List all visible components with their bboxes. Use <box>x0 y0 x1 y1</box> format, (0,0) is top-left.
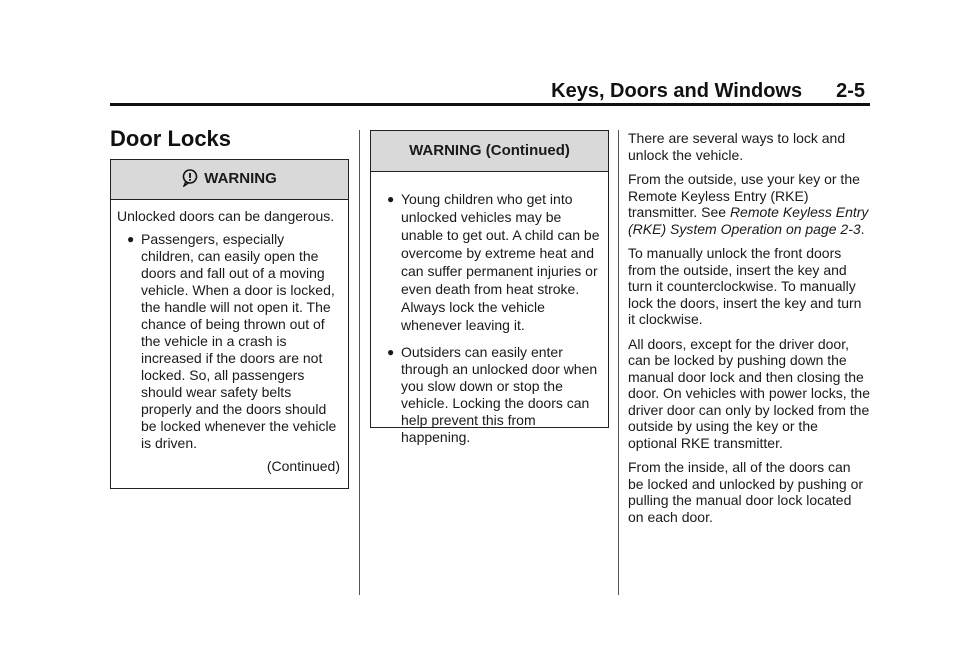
warning-icon <box>182 169 198 191</box>
section-title: Door Locks <box>110 126 232 151</box>
paragraph-text: From the outside, use your key or the Remote Keyless Entry (RKE) transmitter. See <box>628 171 860 220</box>
paragraph-rke <box>628 171 870 237</box>
running-header <box>110 80 865 103</box>
paragraph: All doors, except for the driver door, can be locked by pushing down the manual door lock and then closing the door. On vehicles with power locks, the driver door can only by locked from the outside by using the key or the optional RKE transmitter. <box>628 335 871 451</box>
warning-bullet <box>377 190 600 334</box>
paragraph: From the inside, all of the doors can be locked and unlocked by pushing or pulling the manual door lock located on each door. <box>628 459 864 525</box>
bullet-text: Passengers, especially children, can easily open the doors and fall out of a moving vehicle. When a door is locked, the handle will not open it. The chance of being thrown out of the vehicle in a crash is increased if the doors are not locked. So, all passengers should wear safety belts properly and the doors should be locked whenever the vehicle is driven. <box>141 231 337 451</box>
paragraph-end: . <box>860 220 865 237</box>
column-divider-right <box>618 130 619 595</box>
bullet-icon: ● <box>127 232 135 246</box>
warning-bullet <box>117 231 340 452</box>
bullet-icon: ● <box>387 345 395 359</box>
page-number: 2-5 <box>836 80 865 102</box>
paragraph: To manually unlock the front doors from the outside, insert the key and turn it counterclockwise. To manually lock the doors, insert the key and turn it clockwise. <box>628 245 862 327</box>
warning-bullet <box>377 344 600 446</box>
paragraph: There are several ways to lock and unlock the vehicle. <box>628 130 846 163</box>
column-divider-left <box>359 130 360 595</box>
header-title: Keys, Doors and Windows <box>551 80 803 102</box>
continued-label: (Continued) <box>266 458 340 474</box>
header-rule <box>110 103 870 106</box>
warning-continued-box <box>370 130 609 445</box>
bullet-text: Outsiders can easily enter through an unlocked door when you slow down or stop the vehicle. Locking the doors can help prevent this from happening. <box>401 344 598 445</box>
warning-title: WARNING <box>204 170 277 187</box>
bullet-text: Young children who get into unlocked vehicles may be unable to get out. A child can be overcome by extreme heat and can suffer permanent injuries or even death from heat stroke. Always lock the vehicle whenever leaving it. <box>401 191 600 333</box>
bullet-icon: ● <box>387 192 395 206</box>
cross-reference-link[interactable]: Remote Keyless Entry (RKE) System Operation on page 2-3 <box>628 204 869 237</box>
warning-intro: Unlocked doors can be dangerous. <box>117 208 335 224</box>
warning-box <box>110 159 349 489</box>
body-text-column <box>628 130 870 533</box>
warning-box-header <box>111 160 348 200</box>
warning-continued-header: WARNING (Continued) <box>371 131 608 172</box>
